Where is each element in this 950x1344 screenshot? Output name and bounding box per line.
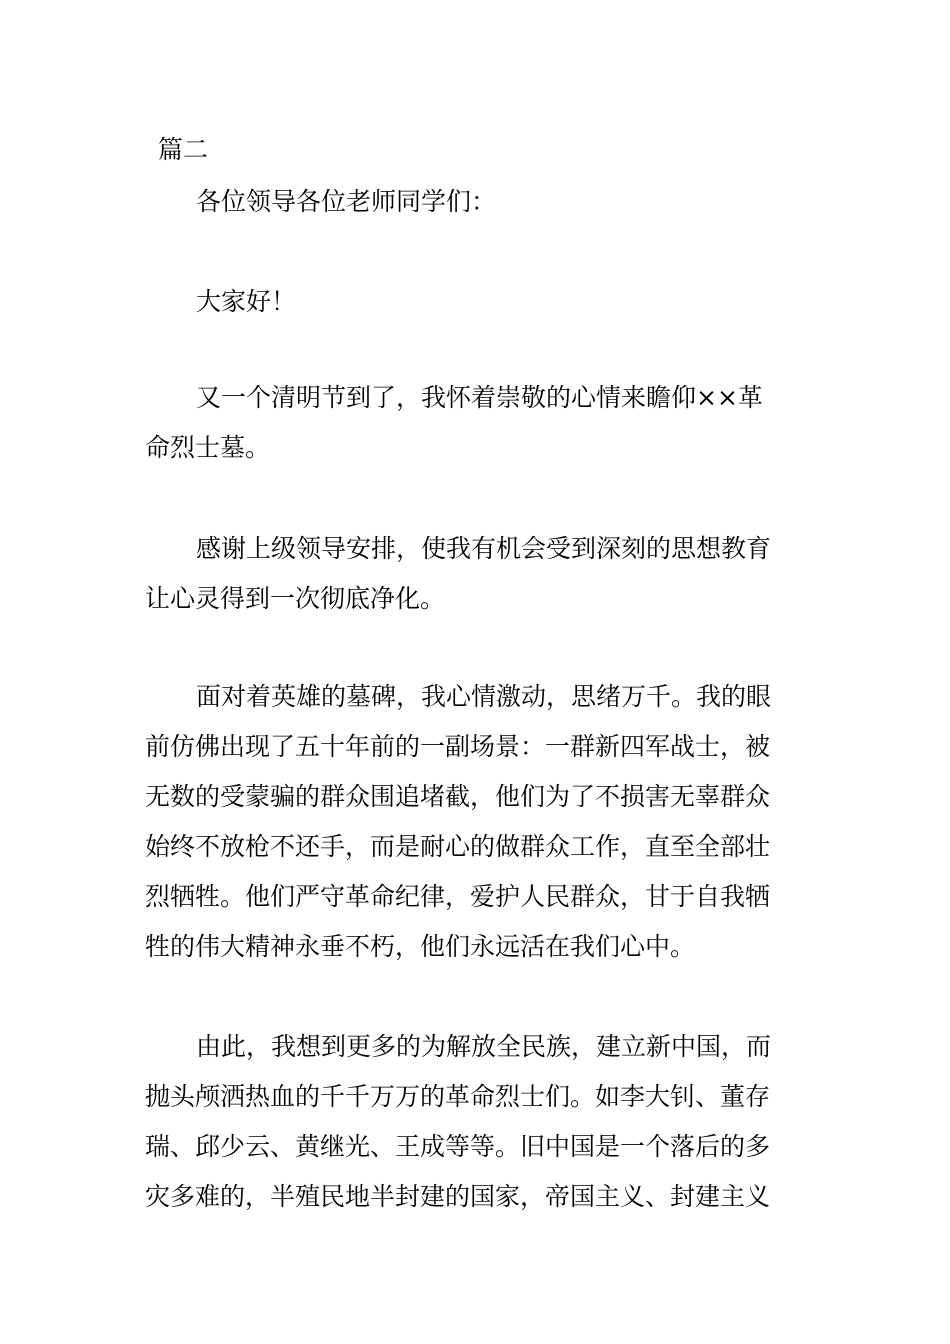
paragraph-line: 始终不放枪不还手，而是耐心的做群众工作，直至全部壮 [145,832,771,861]
paragraph-line: 命烈士墓。 [145,433,271,462]
paragraph-line: 感谢上级领导安排，使我有机会受到深刻的思想教育 [196,534,772,563]
paragraph-line: 前仿佛出现了五十年前的一副场景：一群新四军战士，被 [145,732,771,761]
paragraph-line: 由此，我想到更多的为解放全民族，建立新中国，而 [196,1032,772,1061]
paragraph-line: 面对着英雄的墓碑，我心情激动，思绪万千。我的眼 [196,682,772,711]
paragraph-line: 瑞、邱少云、黄继光、王成等等。旧中国是一个落后的多 [145,1132,771,1161]
paragraph-line: 烈牺牲。他们严守革命纪律，爱护人民群众，甘于自我牺 [145,882,771,911]
paragraph-line: 无数的受蒙骗的群众围追堵截，他们为了不损害无辜群众 [145,782,771,811]
section-heading: 篇二 [158,135,209,164]
paragraph-line: 牲的伟大精神永垂不朽，他们永远活在我们心中。 [145,932,696,961]
paragraph-line: 又一个清明节到了，我怀着崇敬的心情来瞻仰××革 [196,383,763,412]
paragraph-line: 灾多难的，半殖民地半封建的国家，帝国主义、封建主义 [145,1182,771,1211]
greeting: 大家好！ [196,287,297,316]
paragraph-line: 抛头颅洒热血的千千万万的革命烈士们。如李大钊、董存 [145,1082,771,1111]
salutation: 各位领导各位老师同学们： [196,187,497,216]
paragraph-line: 让心灵得到一次彻底净化。 [145,584,446,613]
